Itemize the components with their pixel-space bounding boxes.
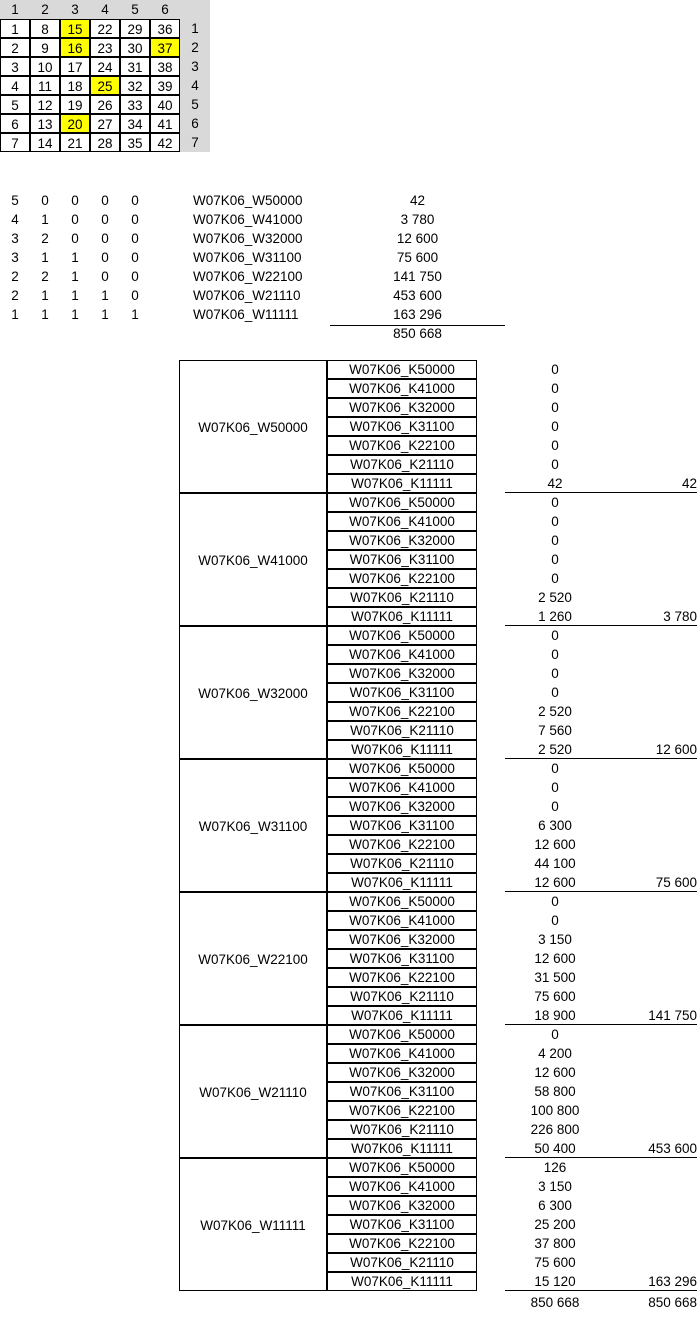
grand-total-right: 850 668 bbox=[648, 1295, 697, 1310]
grid-cell: 12 bbox=[30, 95, 60, 114]
summary-count: 1 bbox=[101, 288, 109, 303]
number-grid bbox=[0, 0, 210, 152]
detail-value: 0 bbox=[551, 799, 559, 814]
detail-value: 0 bbox=[551, 780, 559, 795]
detail-value: 226 800 bbox=[530, 1122, 580, 1137]
detail-block-total: 42 bbox=[681, 476, 697, 491]
detail-value: 31 500 bbox=[534, 970, 576, 985]
grid-cell: 35 bbox=[120, 133, 150, 152]
detail-block-name: W07K06_W32000 bbox=[198, 685, 308, 701]
detail-k-label: W07K06_K41000 bbox=[327, 512, 477, 531]
summary-row bbox=[0, 191, 700, 210]
detail-block bbox=[179, 759, 327, 892]
summary-count: 2 bbox=[11, 288, 19, 303]
detail-value: 0 bbox=[551, 628, 559, 643]
grid-cell: 18 bbox=[60, 76, 90, 95]
detail-k-label: W07K06_K41000 bbox=[327, 1177, 477, 1196]
summary-count: 0 bbox=[101, 269, 109, 284]
grid-row-label: 2 bbox=[191, 40, 199, 55]
grid-cell: 27 bbox=[90, 114, 120, 133]
summary-count: 0 bbox=[131, 193, 139, 208]
grid-column-header: 2 bbox=[41, 2, 49, 17]
detail-value: 2 520 bbox=[538, 742, 572, 757]
detail-block-name: W07K06_W22100 bbox=[198, 951, 308, 967]
summary-count: 4 bbox=[11, 212, 19, 227]
detail-value: 12 600 bbox=[534, 837, 576, 852]
detail-k-label: W07K06_K21110 bbox=[327, 721, 477, 740]
detail-block-name: W07K06_W41000 bbox=[198, 552, 308, 568]
detail-block bbox=[179, 626, 327, 759]
detail-value: 4 200 bbox=[538, 1046, 572, 1061]
detail-k-label: W07K06_K50000 bbox=[327, 1158, 477, 1177]
summary-count: 0 bbox=[131, 231, 139, 246]
summary-count: 5 bbox=[11, 193, 19, 208]
detail-value: 12 600 bbox=[534, 951, 576, 966]
summary-count: 3 bbox=[11, 231, 19, 246]
summary-count: 0 bbox=[71, 231, 79, 246]
summary-name: W07K06_W41000 bbox=[193, 212, 303, 227]
detail-value: 3 150 bbox=[538, 1179, 572, 1194]
detail-k-label: W07K06_K32000 bbox=[327, 531, 477, 550]
detail-value: 44 100 bbox=[534, 856, 576, 871]
grid-cell: 14 bbox=[30, 133, 60, 152]
detail-k-label: W07K06_K22100 bbox=[327, 1234, 477, 1253]
detail-block-total: 75 600 bbox=[655, 875, 697, 890]
grid-cell: 23 bbox=[90, 38, 120, 57]
grid-column-header: 5 bbox=[131, 2, 139, 17]
detail-k-label: W07K06_K31100 bbox=[327, 949, 477, 968]
summary-value: 163 296 bbox=[393, 307, 442, 322]
detail-k-label: W07K06_K50000 bbox=[327, 759, 477, 778]
detail-block-total: 453 600 bbox=[648, 1141, 697, 1156]
grid-cell: 11 bbox=[30, 76, 60, 95]
grid-column-header: 6 bbox=[161, 2, 169, 17]
grid-cell: 36 bbox=[150, 19, 180, 38]
detail-k-label: W07K06_K50000 bbox=[327, 1025, 477, 1044]
detail-block-total: 3 780 bbox=[663, 609, 697, 624]
detail-k-label: W07K06_K32000 bbox=[327, 797, 477, 816]
summary-value: 453 600 bbox=[393, 288, 442, 303]
summary-value: 75 600 bbox=[396, 250, 439, 265]
grid-cell: 39 bbox=[150, 76, 180, 95]
detail-k-label: W07K06_K31100 bbox=[327, 1082, 477, 1101]
detail-k-label: W07K06_K50000 bbox=[327, 360, 477, 379]
detail-value: 0 bbox=[551, 438, 559, 453]
grid-cell-highlighted: 20 bbox=[60, 114, 90, 133]
grid-cell: 1 bbox=[0, 19, 30, 38]
detail-value: 126 bbox=[543, 1160, 567, 1175]
detail-value: 7 560 bbox=[538, 723, 572, 738]
detail-k-label: W07K06_K41000 bbox=[327, 1044, 477, 1063]
summary-count: 0 bbox=[101, 193, 109, 208]
detail-value: 2 520 bbox=[538, 704, 572, 719]
detail-block-total: 141 750 bbox=[648, 1008, 697, 1023]
grid-cell: 10 bbox=[30, 57, 60, 76]
grid-cell: 9 bbox=[30, 38, 60, 57]
detail-k-label: W07K06_K31100 bbox=[327, 1215, 477, 1234]
summary-count: 3 bbox=[11, 250, 19, 265]
summary-count: 2 bbox=[41, 231, 49, 246]
detail-k-label: W07K06_K50000 bbox=[327, 892, 477, 911]
summary-count: 0 bbox=[41, 193, 49, 208]
grid-row-label: 1 bbox=[191, 21, 199, 36]
grid-row-label: 4 bbox=[191, 78, 199, 93]
detail-k-label: W07K06_K11111 bbox=[327, 1006, 477, 1025]
detail-value: 0 bbox=[551, 685, 559, 700]
summary-row bbox=[0, 267, 700, 286]
grid-cell: 28 bbox=[90, 133, 120, 152]
grid-column-header: 4 bbox=[101, 2, 109, 17]
summary-name: W07K06_W31100 bbox=[193, 250, 302, 265]
summary-count: 0 bbox=[71, 193, 79, 208]
summary-count: 2 bbox=[11, 269, 19, 284]
detail-value: 6 300 bbox=[538, 818, 572, 833]
summary-count: 0 bbox=[71, 212, 79, 227]
detail-k-label: W07K06_K11111 bbox=[327, 873, 477, 892]
detail-k-label: W07K06_K11111 bbox=[327, 474, 477, 493]
detail-k-label: W07K06_K50000 bbox=[327, 493, 477, 512]
grid-cell: 38 bbox=[150, 57, 180, 76]
detail-value: 6 300 bbox=[538, 1198, 572, 1213]
grid-cell: 34 bbox=[120, 114, 150, 133]
detail-k-label: W07K06_K31100 bbox=[327, 683, 477, 702]
detail-k-label: W07K06_K22100 bbox=[327, 436, 477, 455]
detail-k-label: W07K06_K11111 bbox=[327, 607, 477, 626]
detail-k-label: W07K06_K21110 bbox=[327, 854, 477, 873]
detail-k-label: W07K06_K41000 bbox=[327, 778, 477, 797]
summary-value: 3 780 bbox=[400, 212, 435, 227]
grid-cell: 17 bbox=[60, 57, 90, 76]
summary-count: 1 bbox=[71, 307, 79, 322]
detail-value: 0 bbox=[551, 647, 559, 662]
detail-value: 75 600 bbox=[534, 989, 576, 1004]
summary-value: 141 750 bbox=[393, 269, 442, 284]
summary-count: 1 bbox=[71, 269, 79, 284]
detail-k-label: W07K06_K21110 bbox=[327, 1120, 477, 1139]
detail-k-label: W07K06_K21110 bbox=[327, 987, 477, 1006]
grid-cell: 32 bbox=[120, 76, 150, 95]
detail-k-label: W07K06_K22100 bbox=[327, 835, 477, 854]
detail-block-total: 163 296 bbox=[648, 1274, 697, 1289]
summary-row bbox=[0, 210, 700, 229]
detail-value: 18 900 bbox=[534, 1008, 576, 1023]
grid-row-label: 7 bbox=[191, 135, 199, 150]
detail-value: 2 520 bbox=[538, 590, 572, 605]
detail-value: 0 bbox=[551, 913, 559, 928]
grid-cell: 40 bbox=[150, 95, 180, 114]
grid-column-header: 3 bbox=[71, 2, 79, 17]
detail-value: 12 600 bbox=[534, 875, 576, 890]
detail-k-label: W07K06_K41000 bbox=[327, 379, 477, 398]
summary-count: 1 bbox=[131, 307, 139, 322]
detail-block-name: W07K06_W21110 bbox=[199, 1084, 307, 1100]
detail-k-label: W07K06_K31100 bbox=[327, 816, 477, 835]
grid-cell: 29 bbox=[120, 19, 150, 38]
detail-k-label: W07K06_K21110 bbox=[327, 588, 477, 607]
summary-count: 0 bbox=[101, 250, 109, 265]
summary-row bbox=[0, 305, 700, 324]
summary-count: 2 bbox=[41, 269, 49, 284]
detail-k-label: W07K06_K22100 bbox=[327, 569, 477, 588]
detail-k-label: W07K06_K21110 bbox=[327, 455, 477, 474]
detail-value: 0 bbox=[551, 514, 559, 529]
summary-count: 0 bbox=[131, 269, 139, 284]
summary-count: 1 bbox=[11, 307, 19, 322]
grid-cell: 24 bbox=[90, 57, 120, 76]
summary-total: 850 668 bbox=[393, 326, 442, 341]
detail-value: 15 120 bbox=[534, 1274, 576, 1289]
summary-count: 1 bbox=[41, 288, 49, 303]
summary-name: W07K06_W11111 bbox=[193, 307, 299, 322]
grid-cell: 13 bbox=[30, 114, 60, 133]
detail-block bbox=[179, 1158, 327, 1291]
detail-value: 0 bbox=[551, 894, 559, 909]
grid-cell: 22 bbox=[90, 19, 120, 38]
grid-cell: 31 bbox=[120, 57, 150, 76]
detail-k-label: W07K06_K22100 bbox=[327, 968, 477, 987]
summary-count: 0 bbox=[101, 231, 109, 246]
grid-column-header: 1 bbox=[11, 2, 19, 17]
summary-value: 42 bbox=[409, 193, 426, 208]
grid-cell: 8 bbox=[30, 19, 60, 38]
detail-value: 37 800 bbox=[534, 1236, 576, 1251]
summary-count: 0 bbox=[131, 288, 139, 303]
summary-count: 1 bbox=[71, 288, 79, 303]
summary-value: 12 600 bbox=[396, 231, 439, 246]
detail-k-label: W07K06_K22100 bbox=[327, 1101, 477, 1120]
detail-value: 3 150 bbox=[538, 932, 572, 947]
grid-cell: 4 bbox=[0, 76, 30, 95]
summary-row bbox=[0, 286, 700, 305]
detail-block bbox=[179, 493, 327, 626]
summary-count: 1 bbox=[41, 212, 49, 227]
summary-count: 1 bbox=[71, 250, 79, 265]
detail-value: 0 bbox=[551, 400, 559, 415]
summary-name: W07K06_W21110 bbox=[193, 288, 301, 303]
detail-value: 0 bbox=[551, 362, 559, 377]
detail-block bbox=[179, 360, 327, 493]
grid-cell: 19 bbox=[60, 95, 90, 114]
detail-k-label: W07K06_K31100 bbox=[327, 550, 477, 569]
grid-cell: 6 bbox=[0, 114, 30, 133]
grid-cell: 42 bbox=[150, 133, 180, 152]
grid-cell: 41 bbox=[150, 114, 180, 133]
detail-value: 0 bbox=[551, 533, 559, 548]
detail-value: 0 bbox=[551, 552, 559, 567]
detail-k-label: W07K06_K31100 bbox=[327, 417, 477, 436]
detail-k-label: W07K06_K32000 bbox=[327, 930, 477, 949]
detail-value: 0 bbox=[551, 666, 559, 681]
detail-value: 0 bbox=[551, 761, 559, 776]
detail-value: 0 bbox=[551, 381, 559, 396]
grid-cell-highlighted: 16 bbox=[60, 38, 90, 57]
detail-value: 12 600 bbox=[534, 1065, 576, 1080]
detail-value: 75 600 bbox=[534, 1255, 576, 1270]
grid-cell: 30 bbox=[120, 38, 150, 57]
detail-block bbox=[179, 1025, 327, 1158]
detail-block bbox=[179, 892, 327, 1025]
detail-value: 1 260 bbox=[538, 609, 572, 624]
grid-cell-highlighted: 25 bbox=[90, 76, 120, 95]
detail-k-label: W07K06_K32000 bbox=[327, 664, 477, 683]
detail-value: 25 200 bbox=[534, 1217, 576, 1232]
detail-k-label: W07K06_K41000 bbox=[327, 911, 477, 930]
summary-count: 1 bbox=[41, 307, 49, 322]
grid-cell: 3 bbox=[0, 57, 30, 76]
summary-row bbox=[0, 229, 700, 248]
summary-name: W07K06_W22100 bbox=[193, 269, 303, 284]
grid-row-label: 5 bbox=[191, 97, 199, 112]
detail-k-label: W07K06_K50000 bbox=[327, 626, 477, 645]
summary-count: 1 bbox=[101, 307, 109, 322]
detail-k-label: W07K06_K32000 bbox=[327, 1196, 477, 1215]
grid-cell: 33 bbox=[120, 95, 150, 114]
detail-value: 0 bbox=[551, 1027, 559, 1042]
summary-count: 0 bbox=[131, 212, 139, 227]
detail-block-underline bbox=[505, 1290, 697, 1291]
grid-cell: 21 bbox=[60, 133, 90, 152]
grid-cell: 26 bbox=[90, 95, 120, 114]
detail-k-label: W07K06_K11111 bbox=[327, 740, 477, 759]
detail-block-total: 12 600 bbox=[655, 742, 697, 757]
grid-cell: 2 bbox=[0, 38, 30, 57]
detail-k-label: W07K06_K32000 bbox=[327, 398, 477, 417]
detail-value: 42 bbox=[547, 476, 563, 491]
grid-row-label: 3 bbox=[191, 59, 199, 74]
detail-block-name: W07K06_W11111 bbox=[200, 1217, 306, 1233]
summary-row bbox=[0, 248, 700, 267]
summary-count: 0 bbox=[101, 212, 109, 227]
detail-k-label: W07K06_K21110 bbox=[327, 1253, 477, 1272]
detail-k-label: W07K06_K32000 bbox=[327, 1063, 477, 1082]
grid-cell-highlighted: 15 bbox=[60, 19, 90, 38]
summary-count: 1 bbox=[41, 250, 49, 265]
summary-name: W07K06_W50000 bbox=[193, 193, 303, 208]
grand-total-left: 850 668 bbox=[530, 1295, 580, 1310]
detail-value: 100 800 bbox=[530, 1103, 580, 1118]
grid-cell-highlighted: 37 bbox=[150, 38, 180, 57]
detail-block-name: W07K06_W31100 bbox=[198, 818, 308, 834]
grid-cell: 5 bbox=[0, 95, 30, 114]
detail-value: 0 bbox=[551, 419, 559, 434]
detail-k-label: W07K06_K11111 bbox=[327, 1272, 477, 1291]
detail-value: 0 bbox=[551, 495, 559, 510]
detail-k-label: W07K06_K22100 bbox=[327, 702, 477, 721]
summary-count: 0 bbox=[131, 250, 139, 265]
grid-row-label: 6 bbox=[191, 116, 199, 131]
detail-k-label: W07K06_K11111 bbox=[327, 1139, 477, 1158]
detail-k-label: W07K06_K41000 bbox=[327, 645, 477, 664]
detail-value: 58 800 bbox=[534, 1084, 576, 1099]
summary-name: W07K06_W32000 bbox=[193, 231, 303, 246]
detail-value: 0 bbox=[551, 571, 559, 586]
grid-cell: 7 bbox=[0, 133, 30, 152]
detail-value: 0 bbox=[551, 457, 559, 472]
detail-value: 50 400 bbox=[534, 1141, 576, 1156]
detail-block-name: W07K06_W50000 bbox=[198, 419, 308, 435]
